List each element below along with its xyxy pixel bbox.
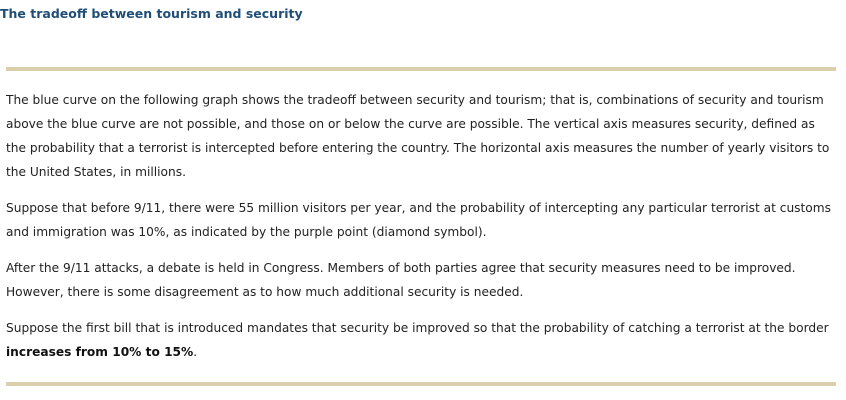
bottom-divider: [6, 382, 836, 386]
first-bill-emphasis: increases from 10% to 15%: [6, 345, 194, 359]
first-bill-text: Suppose the first bill that is introduced mandates that security be improved so that the probability of catching a terrorist at the border: [6, 321, 829, 335]
page-title: The tradeoff between tourism and security: [0, 6, 303, 21]
paragraph-congress-debate: After the 9/11 attacks, a debate is held in Congress. Members of both parties agree that security measures need to be improved. However, there is some disagreement as to how much additional security is needed.: [6, 261, 796, 299]
top-divider: [6, 67, 836, 71]
paragraph-first-bill: [6, 316, 838, 364]
first-bill-period: .: [193, 345, 198, 359]
paragraph-before-911: Suppose that before 9/11, there were 55 million visitors per year, and the probability of intercepting any particular terrorist at customs and immigration was 10%, as indicated by the purple point (diamond symbol).: [6, 201, 831, 239]
paragraph-tradeoff-curve: The blue curve on the following graph shows the tradeoff between security and tourism; that is, combinations of security and tourism above the blue curve are not possible, and those on or below the curve are possible. The vertical axis measures security, defined as the probability that a terrorist is intercepted before entering the country. The horizontal axis measures the number of yearly visitors to the United States, in millions.: [6, 93, 830, 179]
question-body: [6, 88, 838, 376]
